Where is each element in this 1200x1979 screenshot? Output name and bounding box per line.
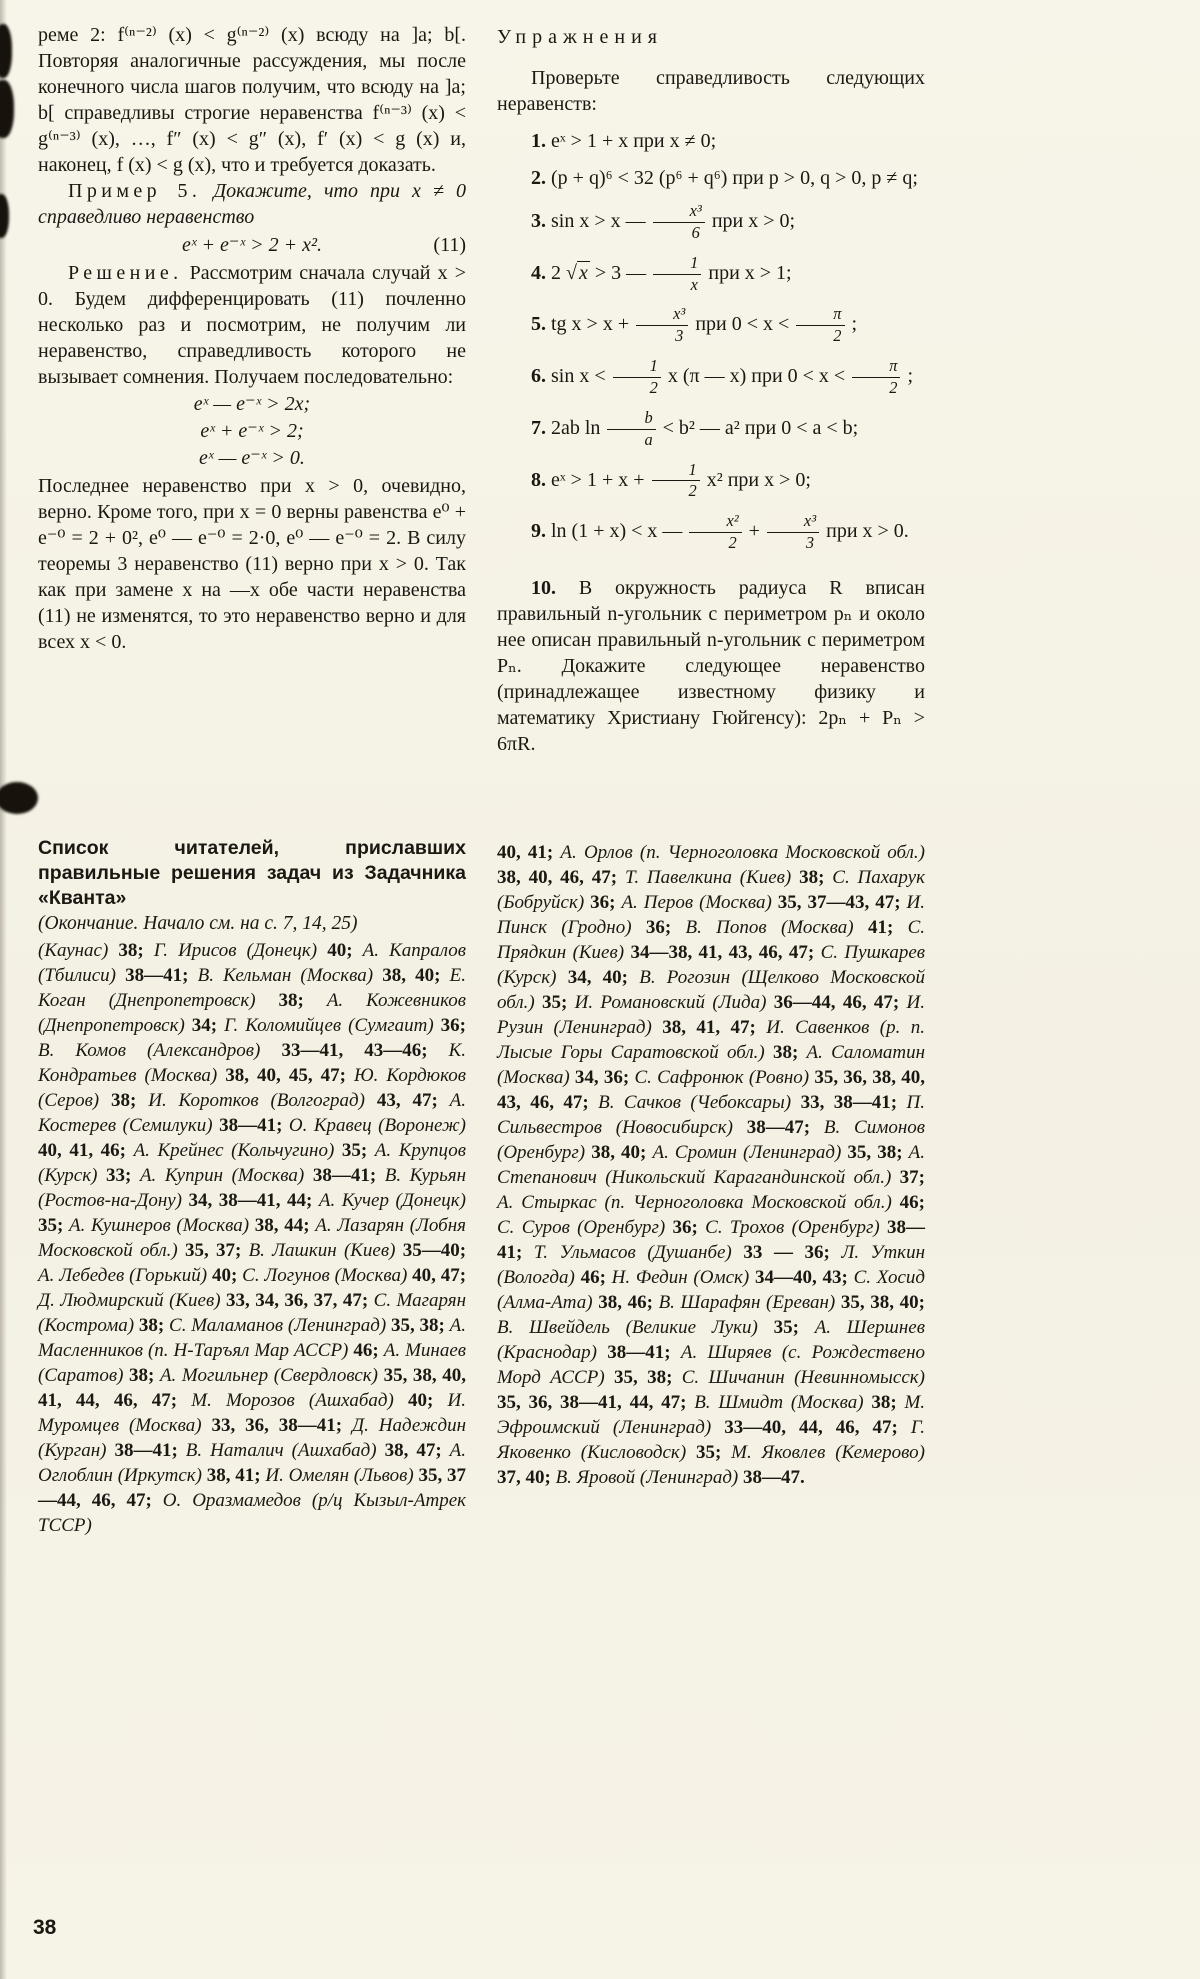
fraction: $\frac{1}{2}$ (650, 461, 702, 502)
derived-inequality: eˣ + e⁻ˣ > 2; (200, 420, 304, 442)
reader-place: (Оренбург) (791, 1217, 888, 1238)
reader-place: (Великие Луки) (625, 1317, 774, 1338)
reader-place: (Невинномысск) (794, 1367, 926, 1388)
readers-section-right (497, 840, 925, 1490)
reader-name: М. Морозов (191, 1390, 309, 1411)
fraction: $\frac{\text{x³}}{6}$ (651, 202, 707, 243)
reader-place: (Курск) (38, 1165, 107, 1186)
reader-name: Ю. Кордюков (354, 1065, 466, 1086)
reader-problem-numbers: 38; (138, 1315, 170, 1336)
exercise-number: 5. (531, 313, 546, 336)
solution-text: Рассмотрим сначала случай x > 0. Будем дифференцировать (11) почленно несколько раз и посмотрим, не получим ли неравенство, справедливость которого не вызывает сомнения. Получаем последовательно: (38, 262, 467, 388)
reader-place: (Александров) (147, 1040, 282, 1061)
reader-name: В. Курьян (384, 1165, 467, 1186)
exercise-number: 2. (531, 167, 546, 189)
exercise-number: 4. (531, 261, 546, 284)
reader-place: (Ашхабад) (308, 1390, 409, 1411)
reader-name: И. Савенков (766, 1017, 880, 1038)
reader-problem-numbers: 34—40, 43; (754, 1267, 854, 1288)
article-column (38, 22, 466, 655)
reader-name: С. Логунов (242, 1265, 335, 1286)
reader-problem-numbers: 35—40; (402, 1240, 467, 1261)
reader-name: А. Капралов (362, 940, 466, 961)
exercise-number: 8. (531, 468, 546, 491)
exercise-item (497, 461, 925, 502)
reader-name: А. Саломатин (806, 1042, 925, 1063)
reader-place: (Омск) (693, 1267, 755, 1288)
reader-name: А. Орлов (560, 842, 640, 863)
reader-problem-numbers: 38—41; (312, 1165, 385, 1186)
reader-name: А. Костерев (38, 1090, 467, 1136)
reader-place: (п. Черноголовка Московской обл.) (604, 1192, 900, 1213)
scan-artifact (0, 194, 9, 238)
reader-problem-numbers: 35, 37—43, 47; (777, 892, 907, 913)
reader-problem-numbers: 38—41; (219, 1115, 289, 1136)
exercise-text: eˣ > 1 + x при x ≠ 0; (551, 130, 717, 152)
reader-name: А. Сромин (652, 1142, 743, 1163)
reader-place: (Москва) (780, 917, 868, 938)
reader-name: В. Лашкин (248, 1240, 344, 1261)
exercise-item (497, 575, 925, 757)
solution-label: Решение. (68, 262, 183, 284)
reader-problem-numbers: 35, 38, 40, 41, 44, 46, 47; (38, 1365, 466, 1411)
reader-problem-numbers: 33, 34, 36, 37, 47; (226, 1290, 374, 1311)
reader-place: (п. Н-Таръял Мар АССР) (147, 1340, 354, 1361)
reader-place: (Волгоград) (270, 1090, 377, 1111)
exercise-number: 10. (531, 577, 556, 600)
reader-name: С. Трохов (705, 1217, 792, 1238)
reader-problem-numbers: 35, 38; (614, 1367, 682, 1388)
reader-problem-numbers: 35; (341, 1140, 375, 1161)
reader-problem-numbers: 36; (672, 1217, 706, 1238)
reader-problem-numbers: 38, 40, 46, 47; (497, 867, 625, 888)
reader-place: (Ленинград) (287, 1315, 392, 1336)
reader-problem-numbers: 41; (867, 917, 908, 938)
exercise-text: sin x > x — $\frac{\text{x³}}{6}$ при x > 0; (551, 201, 796, 242)
reader-place: (Ленинград) (612, 1417, 725, 1438)
reader-name: Д. Надеждин (352, 1415, 466, 1436)
readers-heading: Список читателей, приславших правильные решения задач из Задачника «Кванта» (38, 837, 466, 909)
reader-problem-numbers: 36—44, 46, 47; (773, 992, 907, 1013)
reader-place: (Днепропетровск) (108, 990, 279, 1011)
reader-problem-numbers: 35; (38, 1215, 70, 1236)
reader-name: В. Комов (38, 1040, 148, 1061)
example-label: Пример 5. (68, 180, 202, 202)
reader-name: Т. Ульмасов (533, 1242, 648, 1263)
reader-place: (Ростов-на-Дону) (38, 1190, 189, 1211)
reader-name: А. Лазарян (315, 1215, 410, 1236)
exercise-item (497, 305, 925, 346)
reader-problem-numbers: 33—41, 43—46; (281, 1040, 449, 1061)
exercise-text: ln (1 + x) < x — $\frac{\text{x²}}{2}$ + $\frac{\text{x³}}{3}$ при x > 0. (551, 511, 909, 553)
solution-paragraph (38, 260, 466, 390)
exercise-item (497, 165, 925, 191)
reader-name: А. Ширяев (680, 1342, 782, 1363)
reader-problem-numbers: 33 — 36; (743, 1242, 842, 1263)
reader-place: (с. Рождествено Морд АССР) (497, 1342, 926, 1388)
example-statement: Докажите, что при x ≠ 0 справедливо неравенство (38, 180, 467, 228)
reader-problem-numbers: 37; (899, 1167, 925, 1188)
reader-place: (Душанбе) (647, 1242, 744, 1263)
reader-place: (Москва) (300, 965, 383, 986)
reader-name: А. Масленников (38, 1315, 467, 1361)
reader-name: О. Кравец (288, 1115, 379, 1136)
page-number: 38 (33, 1916, 57, 1939)
reader-problem-numbers: 34, 36; (574, 1067, 635, 1088)
scan-edge-shadow (0, 0, 7, 1979)
reader-problem-numbers: 40, 41, 46; (38, 1140, 134, 1161)
reader-place: (Кемерово) (835, 1442, 926, 1463)
reader-place: (Оренбург) (497, 1142, 592, 1163)
reader-place: (Ровно) (748, 1067, 815, 1088)
exercise-number: 6. (531, 365, 546, 388)
reader-name: В. Шмидт (694, 1392, 791, 1413)
reader-place: (Ереван) (766, 1292, 841, 1313)
reader-problem-numbers: 34—38, 41, 43, 46, 47; (630, 942, 821, 963)
reader-name: А. Оглоблин (38, 1440, 467, 1486)
reader-problem-numbers: 34, 38—41, 44; (188, 1190, 319, 1211)
reader-problem-numbers: 36; (440, 1015, 466, 1036)
reader-place: (Горький) (129, 1265, 212, 1286)
reader-problem-numbers: 36; (645, 917, 686, 938)
reader-problem-numbers: 35, 37—44, 46, 47; (38, 1465, 466, 1511)
reader-place: (Курск) (497, 967, 568, 988)
reader-place: (Львов) (353, 1465, 419, 1486)
reader-place: (Новосибирск) (615, 1117, 747, 1138)
derived-inequality: eˣ — e⁻ˣ > 2x; (193, 393, 311, 415)
reader-name: Г. Яковенко (497, 1417, 925, 1463)
reader-problem-numbers: 33—40, 44, 46, 47; (724, 1417, 911, 1438)
reader-name: С. Хосид (853, 1267, 926, 1288)
reader-name: О. Оразмамедов (162, 1490, 312, 1511)
reader-name: В. Яровой (555, 1467, 640, 1488)
reader-name: И. Коротков (148, 1090, 271, 1111)
reader-place: (Донецк) (395, 1190, 466, 1211)
exercise-number: 7. (531, 416, 546, 439)
scan-artifact (0, 24, 12, 78)
reader-name: А. Минаев (383, 1340, 467, 1361)
exercise-number: 1. (531, 130, 546, 152)
reader-problem-numbers: 35, 38; (847, 1142, 909, 1163)
exercise-text: 2ab ln $\frac{b}{a}$ < b² — a² при 0 < a < b; (551, 407, 859, 449)
equation-11 (38, 231, 466, 259)
reader-problem-numbers: 43, 47; (376, 1090, 450, 1111)
reader-name: В. Швейдель (497, 1317, 626, 1338)
reader-place: (Иркутск) (117, 1465, 207, 1486)
reader-problem-numbers: 38; (772, 1042, 807, 1063)
reader-place: (Ленинград) (553, 1017, 663, 1038)
readers-list-right (497, 840, 925, 1490)
reader-place: (р/ц Кызыл-Атрек ТССР) (38, 1490, 467, 1536)
reader-problem-numbers: 46; (899, 1192, 925, 1213)
reader-name: М. Эфроимский (497, 1392, 926, 1438)
exercise-text: 2 √ x > 3 — $\frac{1}{x}$ при x > 1; (551, 252, 792, 294)
exercises-column (497, 22, 925, 768)
reader-problem-numbers: 40; (408, 1390, 448, 1411)
exercise-text: tg x > x + $\frac{\text{x³}}{3}$ при 0 < x < $\frac{\pi}{2}$ ; (551, 304, 858, 346)
exercise-item (497, 512, 925, 553)
reader-place: (Тбилиси) (38, 965, 126, 986)
reader-problem-numbers: 46; (353, 1340, 384, 1361)
reader-name: В. Шарафян (658, 1292, 767, 1313)
reader-place: (Щелково Московской обл.) (497, 967, 925, 1013)
reader-problem-numbers: 38, 41, 47; (662, 1017, 767, 1038)
reader-place: (Каунас) (38, 940, 119, 961)
reader-name: Е. Коган (38, 965, 466, 1011)
reader-place: (Серов) (38, 1090, 112, 1111)
readers-list-left (38, 938, 466, 1538)
reader-place: (Киев) (739, 867, 800, 888)
reader-name: А. Кушнеров (69, 1215, 177, 1236)
reader-place: (Ленинград) (743, 1142, 848, 1163)
reader-place: (Москва) (497, 1067, 575, 1088)
reader-place: (Семилуки) (122, 1115, 220, 1136)
reader-place: (Ленинград) (639, 1467, 744, 1488)
equation-11-body: eˣ + e⁻ˣ > 2 + x². (182, 234, 322, 256)
reader-problem-numbers: 38; (111, 1090, 149, 1111)
fraction: $\frac{\text{x²}}{2}$ (687, 512, 743, 553)
reader-place: (Гродно) (561, 917, 646, 938)
reader-place: (Чебоксары) (690, 1092, 801, 1113)
reader-name: С. Маламанов (169, 1315, 288, 1336)
reader-name: А. Кучер (318, 1190, 396, 1211)
reader-problem-numbers: 33; (106, 1165, 140, 1186)
reader-place: (Москва) (176, 1215, 255, 1236)
reader-name: С. Пушкарев (820, 942, 926, 963)
reader-problem-numbers: 38; (799, 867, 833, 888)
reader-problem-numbers: 35, 37; (184, 1240, 249, 1261)
exercise-text: eˣ > 1 + x + $\frac{1}{2}$ x² при x > 0; (551, 459, 811, 501)
reader-name: В. Кельман (197, 965, 301, 986)
scan-artifact (0, 80, 14, 138)
reader-place: (Москва) (144, 1065, 226, 1086)
reader-name: Д. Людмирский (38, 1290, 170, 1311)
reader-place: (Днепропетровск) (38, 1015, 192, 1036)
reader-problem-numbers: 38, 46; (598, 1292, 659, 1313)
reader-problem-numbers: 33, 36, 38—41; (211, 1415, 353, 1436)
exercise-text: (p + q)⁶ < 32 (p⁶ + q⁶) при p > 0, q > 0, p ≠ q; (551, 167, 918, 189)
reader-name: К. Кондратьев (38, 1040, 467, 1086)
exercise-text: sin x < $\frac{1}{2}$ x (π — x) при 0 < x < $\frac{\pi}{2}$ ; (551, 356, 913, 398)
reader-problem-numbers: 38; (129, 1365, 160, 1386)
reader-problem-numbers: 40, 41; (497, 842, 561, 863)
reader-place: (Кольчугино) (231, 1140, 342, 1161)
reader-problem-numbers: 38, 40; (382, 965, 450, 986)
reader-problem-numbers: 38—47. (743, 1467, 805, 1488)
reader-place: (Москва) (699, 892, 778, 913)
scan-artifact (0, 782, 38, 814)
reader-problem-numbers: 35; (773, 1317, 815, 1338)
reader-place: (Лида) (712, 992, 774, 1013)
reader-name: И. Пинск (497, 892, 926, 938)
reader-place: (Лобня Московской обл.) (38, 1215, 466, 1261)
reader-place: (Алма-Ата) (497, 1292, 599, 1313)
reader-name: Г. Ирисов (153, 940, 247, 961)
reader-name: Л. Уткин (841, 1242, 925, 1263)
reader-place: (Никольский Карагандинской обл.) (605, 1167, 900, 1188)
reader-name: И. Омелян (265, 1465, 354, 1486)
reader-problem-numbers: 38, 41; (206, 1465, 266, 1486)
reader-problem-numbers: 38—41; (125, 965, 198, 986)
exercises-heading: Упражнения (497, 26, 663, 48)
reader-place: (Москва) (128, 1415, 212, 1436)
derived-inequality: eˣ — e⁻ˣ > 0. (199, 447, 305, 469)
reader-place: (Киев) (343, 1240, 403, 1261)
reader-problem-numbers: 35, 36, 38, 40, 43, 46, 47; (497, 1067, 926, 1113)
fraction: $\frac{\pi}{2}$ (850, 357, 902, 398)
fraction: $\frac{\pi}{2}$ (794, 305, 846, 346)
reader-problem-numbers: 34, 40; (567, 967, 640, 988)
reader-problem-numbers: 35, 38; (391, 1315, 450, 1336)
reader-name: С. Пахарук (832, 867, 926, 888)
reader-problem-numbers: 38; (278, 990, 327, 1011)
reader-name: В. Сачков (598, 1092, 691, 1113)
reader-name: В. Симонов (823, 1117, 926, 1138)
reader-place: (Москва) (231, 1165, 313, 1186)
reader-place: (Саратов) (38, 1365, 130, 1386)
reader-name: В. Наталич (185, 1440, 292, 1461)
reader-name: И. Рузин (497, 992, 926, 1038)
reader-problem-numbers: 46; (580, 1267, 612, 1288)
reader-name: А. Перов (621, 892, 700, 913)
reader-place: (Воронеж) (378, 1115, 466, 1136)
reader-name: В. Попов (685, 917, 781, 938)
fraction: $\frac{b}{a}$ (605, 409, 657, 450)
reader-problem-numbers: 38—47; (746, 1117, 824, 1138)
reader-name: Н. Федин (611, 1267, 694, 1288)
derived-inequalities (38, 391, 466, 472)
reader-name: С. Суров (497, 1217, 578, 1238)
reader-problem-numbers: 38—41; (497, 1217, 926, 1263)
reader-name: А. Крупцов (374, 1140, 466, 1161)
fraction: $\frac{\text{x³}}{3}$ (765, 512, 821, 553)
sqrt-expression: √ x (566, 261, 588, 284)
exercise-item (497, 202, 925, 243)
reader-name: А. Стыркас (497, 1192, 605, 1213)
reader-name: В. Рогозин (639, 967, 742, 988)
reader-problem-numbers: 37, 40; (497, 1467, 556, 1488)
reader-problem-numbers: 38—41; (114, 1440, 186, 1461)
reader-name: А. Могильнер (159, 1365, 274, 1386)
reader-place: (Ашхабад) (291, 1440, 385, 1461)
reader-name: Г. Коломийцев (224, 1015, 349, 1036)
reader-problem-numbers: 34; (191, 1015, 225, 1036)
reader-problem-numbers: 33, 38—41; (800, 1092, 907, 1113)
reader-name: А. Кожевников (326, 990, 467, 1011)
reader-name: П. Сильвестров (497, 1092, 925, 1138)
reader-problem-numbers: 38, 47; (384, 1440, 450, 1461)
readers-subheading: (Окончание. Начало см. на с. 7, 14, 25) (38, 913, 358, 934)
equation-11-number: (11) (433, 234, 466, 256)
reader-name: А. Степанович (497, 1142, 926, 1188)
reader-name: С. Сафронюк (634, 1067, 749, 1088)
exercise-text: В окружность радиуса R вписан правильный n-угольник с периметром pₙ и около нее описан правильный n-угольник с периметром Pₙ. Докажите следующее неравенство (принадлежащее известному физику и математику Христиану Гюйгенсу): 2pₙ + Pₙ > 6πR. (497, 577, 925, 756)
reader-place: (Вологда) (497, 1267, 581, 1288)
reader-problem-numbers: 35, 36, 38—41, 44, 47; (497, 1392, 695, 1413)
fraction: $\frac{\text{x³}}{3}$ (634, 305, 690, 346)
reader-place: (Москва) (334, 1265, 413, 1286)
reader-problem-numbers: 35, 38, 40; (840, 1292, 926, 1313)
exercise-item (497, 357, 925, 398)
reader-problem-numbers: 38; (118, 940, 154, 961)
reader-place: (Киев) (572, 942, 631, 963)
reader-problem-numbers: 35; (542, 992, 575, 1013)
reader-name: И. Муромцев (38, 1390, 467, 1436)
reader-problem-numbers: 40, 47; (412, 1265, 467, 1286)
reader-place: (Курган) (38, 1440, 115, 1461)
exercises-intro: Проверьте справедливость следующих неравенств: (497, 67, 925, 115)
reader-problem-numbers: 36; (590, 892, 622, 913)
reader-place: (Кисловодск) (580, 1442, 696, 1463)
exercise-item (497, 254, 925, 295)
reader-name: А. Куприн (139, 1165, 232, 1186)
reader-problem-numbers: 35; (695, 1442, 732, 1463)
reader-name: С. Магарян (373, 1290, 467, 1311)
example-paragraph (38, 178, 466, 230)
reader-name: С. Шичанин (681, 1367, 795, 1388)
reader-place: (Свердловск) (273, 1365, 384, 1386)
reader-place: (р. п. Лысые Горы Саратовской обл.) (497, 1017, 925, 1063)
article-paragraph-continuation: реме 2: f⁽ⁿ⁻²⁾ (x) < g⁽ⁿ⁻²⁾ (x) всюду на ]a; b[. Повторяя аналогичные рассуждения, мы после конечного числа шагов получим, что всюду на ]a; b[ справедливы строгие неравенства f⁽ⁿ⁻³⁾ (x) < g⁽ⁿ⁻³⁾ (x), …, f″ (x) < g″ (x), f′ (x) < g (x) и, наконец, f (x) < g (x), что и требуется доказать. (38, 24, 466, 176)
reader-problem-numbers: 40; (327, 940, 363, 961)
reader-problem-numbers: 38; (871, 1392, 905, 1413)
reader-problem-numbers: 40; (211, 1265, 243, 1286)
reader-problem-numbers: 38, 40; (591, 1142, 653, 1163)
reader-name: И. Романовский (574, 992, 713, 1013)
fraction: $\frac{1}{x}$ (651, 254, 703, 295)
reader-problem-numbers: 38, 44; (254, 1215, 316, 1236)
article-final-paragraph: Последнее неравенство при x > 0, очевидно, верно. Кроме того, при x = 0 верны равенства e⁰ + e⁻⁰ = 2 + 0², e⁰ — e⁻⁰ = 2·0, e⁰ — e⁻⁰ = 2. В силу теоремы 3 неравенство (11) верно при x > 0. Так как при замене x на —x обе части неравенства (11) не изменятся, то это неравенство верно и для всех x < 0. (38, 475, 466, 653)
reader-place: (Сумгаит) (348, 1015, 441, 1036)
exercise-number: 9. (531, 520, 546, 543)
reader-place: (Киев) (169, 1290, 227, 1311)
exercise-number: 3. (531, 209, 546, 232)
reader-name: А. Лебедев (38, 1265, 130, 1286)
reader-name: Т. Павелкина (624, 867, 740, 888)
reader-problem-numbers: 38, 40, 45, 47; (225, 1065, 355, 1086)
reader-place: (Кострома) (38, 1315, 139, 1336)
reader-problem-numbers: 38—41; (607, 1342, 681, 1363)
exercise-item (497, 409, 925, 450)
reader-name: А. Шершнев (814, 1317, 925, 1338)
reader-place: (Краснодар) (497, 1342, 608, 1363)
reader-place: (Донецк) (246, 940, 328, 961)
reader-place: (Оренбург) (577, 1217, 673, 1238)
reader-name: С. Прядкин (497, 917, 926, 963)
reader-name: М. Яковлев (731, 1442, 836, 1463)
reader-place: (Москва) (790, 1392, 872, 1413)
readers-section-left (38, 836, 466, 1538)
reader-name: А. Крейнес (133, 1140, 232, 1161)
reader-place: (Бобруйск) (497, 892, 591, 913)
exercise-item (497, 128, 925, 154)
fraction: $\frac{1}{2}$ (611, 357, 663, 398)
reader-place: (п. Черноголовка Московской обл.) (639, 842, 925, 863)
